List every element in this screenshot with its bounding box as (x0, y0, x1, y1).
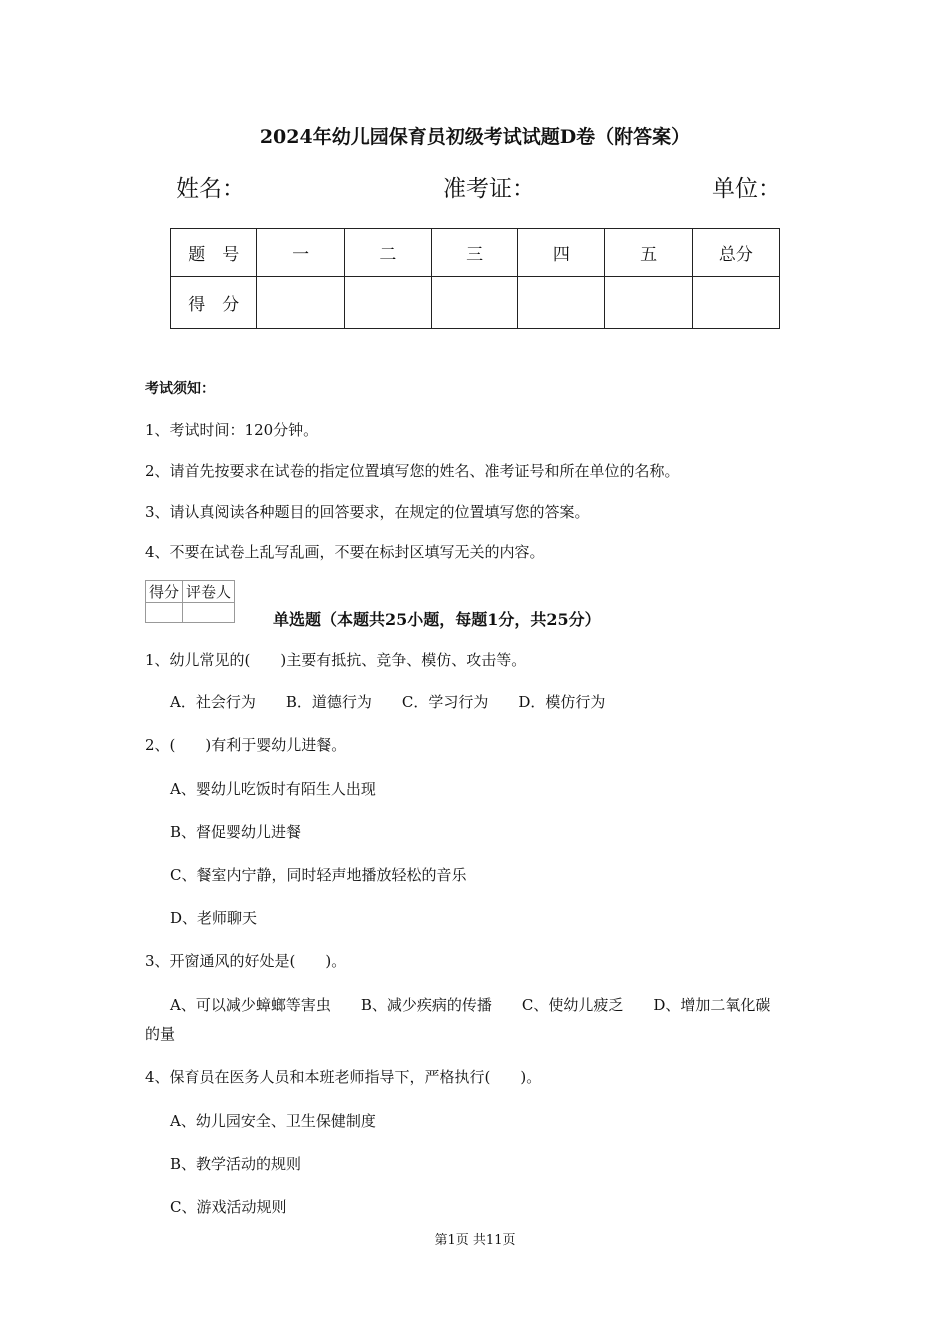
grader-table-score-label: 得分 (146, 581, 183, 603)
name-field-label: 姓名： (176, 176, 245, 202)
question-1-options: A．社会行为 B．道德行为 C．学习行为 D．模仿行为 (170, 693, 606, 711)
unit-field-label: 单位： (712, 176, 781, 202)
score-cell-5 (605, 277, 692, 329)
question-4-option-a: A、幼儿园安全、卫生保健制度 (170, 1112, 376, 1130)
question-2-option-d: D、老师聊天 (170, 909, 258, 927)
question-3-options-continued: 的量 (145, 1025, 176, 1043)
question-2-option-c: C、餐室内宁静，同时轻声地播放轻松的音乐 (170, 866, 467, 884)
score-table-header-row (171, 229, 780, 277)
score-table (170, 228, 780, 329)
notice-item: 2、请首先按要求在试卷的指定位置填写您的姓名、准考证号和所在单位的名称。 (145, 462, 680, 480)
score-table-score-row (171, 277, 780, 329)
notice-heading: 考试须知： (145, 381, 215, 397)
question-4-option-b: B、教学活动的规则 (170, 1155, 302, 1173)
question-2: 2、( )有利于婴幼儿进餐。 (145, 736, 347, 754)
grader-table-grader-label: 评卷人 (183, 581, 235, 603)
grader-score-cell (146, 603, 183, 623)
question-4: 4、保育员在医务人员和本班老师指导下，严格执行( )。 (145, 1068, 542, 1086)
score-cell-3 (431, 277, 517, 329)
question-2-option-a: A、婴幼儿吃饭时有陌生人出现 (170, 780, 376, 798)
score-table-col-5: 五 (605, 229, 692, 277)
notice-item: 1、考试时间：120分钟。 (145, 421, 319, 439)
score-table-label-question-no: 题 号 (171, 229, 257, 277)
grader-name-cell (183, 603, 235, 623)
page-footer: 第1页 共11页 (434, 1233, 516, 1248)
notice-item: 4、不要在试卷上乱写乱画，不要在标封区填写无关的内容。 (145, 543, 545, 561)
score-table-col-4: 四 (518, 229, 605, 277)
exam-id-field-label: 准考证： (443, 176, 535, 202)
question-1: 1、幼儿常见的( )主要有抵抗、竞争、模仿、攻击等。 (145, 651, 527, 669)
score-table-col-total: 总分 (692, 229, 779, 277)
notice-item: 3、请认真阅读各种题目的回答要求，在规定的位置填写您的答案。 (145, 503, 590, 521)
page-title: 2024年幼儿园保育员初级考试试题D卷（附答案） (259, 126, 691, 148)
score-cell-1 (257, 277, 344, 329)
question-2-option-b: B、督促婴幼儿进餐 (170, 823, 302, 841)
score-table-label-score: 得 分 (171, 277, 257, 329)
question-3: 3、开窗通风的好处是( )。 (145, 952, 347, 970)
score-cell-total (692, 277, 779, 329)
section-title: 单选题（本题共25小题，每题1分，共25分） (273, 610, 601, 629)
grader-table (145, 580, 235, 623)
question-3-options: A、可以减少蟑螂等害虫 B、减少疾病的传播 C、使幼儿疲乏 D、增加二氧化碳 (170, 996, 771, 1014)
question-4-option-c: C、游戏活动规则 (170, 1198, 287, 1216)
score-table-col-2: 二 (344, 229, 431, 277)
score-table-col-3: 三 (431, 229, 517, 277)
score-cell-4 (518, 277, 605, 329)
score-cell-2 (344, 277, 431, 329)
score-table-col-1: 一 (257, 229, 344, 277)
